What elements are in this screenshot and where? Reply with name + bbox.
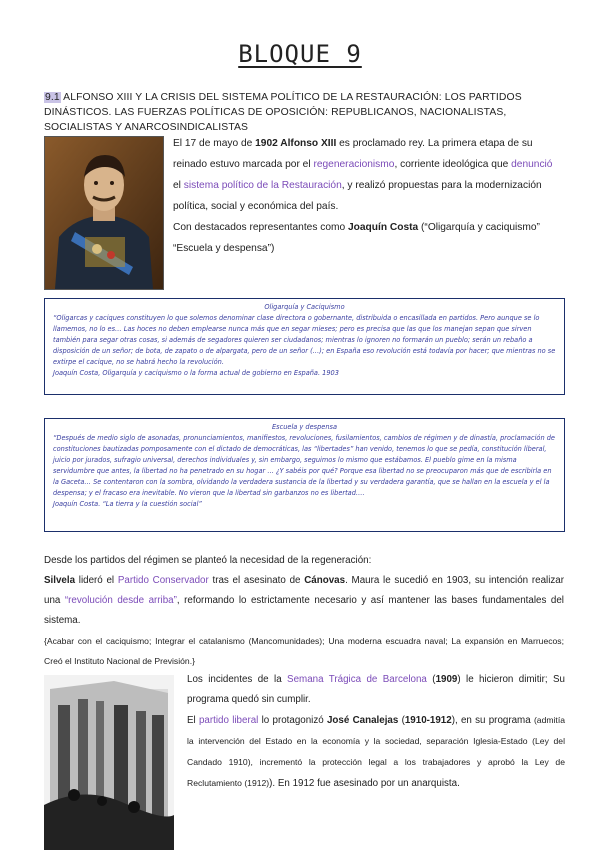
section-heading-text: ALFONSO XIII Y LA CRISIS DEL SISTEMA POLÍTICO DE LA RESTAURACIÓN: LOS PARTIDOS DINÁSTICOS. LAS FUERZAS POLÍTICAS DE OPOSICIÓN: REPUBLICANOS, NACIONALISTAS, SOCIALISTAS Y ANARCOSINDICALISTAS (44, 92, 522, 133)
body-paragraph (44, 571, 564, 631)
body-text: tras el asesinato de (208, 575, 305, 586)
term-partido-conservador: Partido Conservador (117, 575, 209, 586)
name-silvela: Silvela (44, 575, 76, 586)
name-canalejas: José Canalejas (326, 715, 399, 726)
portrait-image (45, 137, 163, 289)
page-title: BLOQUE 9 (238, 40, 362, 68)
quote-source: Joaquín Costa. “La tierra y la cuestión social” (53, 500, 202, 508)
intro-text: , y realizó propuestas para la modernización política, social y económica del país. (173, 180, 542, 212)
body-paragraph (187, 670, 565, 710)
body-text: , reformando lo estrictamente necesario y así mantener las bases fundamentales del sistema. (44, 595, 564, 626)
quote-box-escuela (44, 418, 565, 532)
body-text: Los incidentes de la (187, 674, 288, 685)
section-number: 9.1 (45, 92, 60, 103)
body-text: ). En 1912 fue asesinado por un anarquista. (269, 778, 460, 789)
years-canalejas: 1910-1912 (404, 715, 452, 726)
body-text: lo protagonizó (258, 715, 327, 726)
alfonso-xiii-portrait (44, 136, 164, 290)
body-text: ( (398, 715, 405, 726)
intro-text: , corriente ideológica que (394, 159, 512, 170)
body-text: ( (426, 674, 436, 685)
term-semana-tragica: Semana Trágica de Barcelona (287, 674, 427, 685)
body-text: El (187, 715, 199, 726)
quote-text: “Después de medio siglo de asonadas, pronunciamientos, manifiestos, revoluciones, fusilamientos, cambios de régimen y de dinastía, proclamación de constituciones bautizadas pomposamente con el dictado de democráticas, las “libertades” han venido, tenemos lo que se pedía, constitución liberal, juicio por jurados, sufragio universal, derechos individuales y, sin embargo, seguimos lo mismo que estábamos. El pueblo gime en la misma servidumbre que antes, la libertad no ha penetrado en su hogar … ¿Y sabéis por qué? Porque esa libertad no se preocuparon más que de escribirla en la Gaceta… Se contentaron con la sombra, olvidando la verdadera sustancia de la libertad y su verdadera garantía, que se hallan en la escuela y el la despensa; y el fracaso era inevitable. No vieron que la libertad sin garbanzos no es libertad…. (53, 434, 555, 497)
name-canovas: Cánovas (304, 575, 346, 586)
body-paragraph: {Acabar con el caciquismo; Integrar el catalanismo (Mancomunidades); Una moderna escuadra naval; La expansión en Marruecos; Creó el Instituto Nacional de Previsión.} (44, 636, 564, 666)
intro-text: el (173, 180, 184, 191)
intro-text: Con destacados representantes como (173, 222, 348, 233)
intro-paragraph (173, 133, 563, 259)
right-column-text (187, 670, 565, 794)
body-paragraph (187, 710, 565, 794)
intro-text: (“Oligarquía y caciquismo” “Escuela y despensa”) (173, 222, 540, 254)
body-text: ) le hicieron dimitir; Su programa quedó sin cumplir. (187, 674, 565, 705)
intro-bold-date: 1902 Alfonso XIII (255, 138, 337, 149)
semana-tragica-photo (44, 675, 174, 850)
term-partido-liberal: partido liberal (198, 715, 259, 726)
term-regeneracionismo: regeneracionismo (313, 159, 395, 170)
intro-bold-costa: Joaquín Costa (348, 222, 419, 233)
body-text: . Maura le sucedió en 1903, su intención realizar una (44, 575, 564, 606)
body-section (44, 551, 564, 671)
body-text: ), en su programa (451, 715, 534, 726)
quote-title: Oligarquía y Caciquismo (264, 303, 345, 311)
body-paragraph: Desde los partidos del régimen se planteó la necesidad de la regeneración: (44, 555, 372, 566)
term-denuncio: denunció (511, 159, 553, 170)
photo-image (44, 675, 174, 850)
quote-title: Escuela y despensa (271, 423, 337, 431)
quote-text: “Oligarcas y caciques constituyen lo que solemos denominar clase directora o gobernante, distribuida o encasillada en partidos. Pero aunque se lo llamemos, no lo es… Las hoces no deben emplearse nunca más que en segar mieses; pero es precisa que las que los manejan sepan que sirven también para segar otras cosas, si además de segadores quieren ser ciudadanos; mientras lo ignoren no formarán un pueblo; serán un rebaño a disposición de un señor; de bota, de zapato o de alpargata, pero de un señor (…); en España eso revolución está todavía por hacer; que mientras no se extirpe el cacique, no se habrá hecho la revolución. (53, 314, 556, 366)
term-revolucion-desde-arriba: “revolución desde arriba” (64, 595, 177, 606)
program-details: (admitía la intervención del Estado en la economía y la sociedad, separación Iglesia-Estado (Ley del Candado 1910), incrementó la protección legal a los trabajadores y aprobó la Ley de Reclutamiento (1912) (187, 715, 565, 788)
section-heading (44, 90, 564, 135)
intro-text: El 17 de mayo de (173, 138, 256, 149)
term-sistema-politico: sistema político de la Restauración (183, 180, 342, 191)
year-1909: 1909 (435, 674, 458, 685)
quote-source: Joaquín Costa, Oligarquía y caciquismo o la forma actual de gobierno en España. 1903 (53, 369, 339, 377)
intro-text: es proclamado rey. La primera etapa de su reinado estuvo marcada por el (173, 138, 533, 170)
body-text: lideró el (75, 575, 118, 586)
quote-box-oligarquia (44, 298, 565, 395)
